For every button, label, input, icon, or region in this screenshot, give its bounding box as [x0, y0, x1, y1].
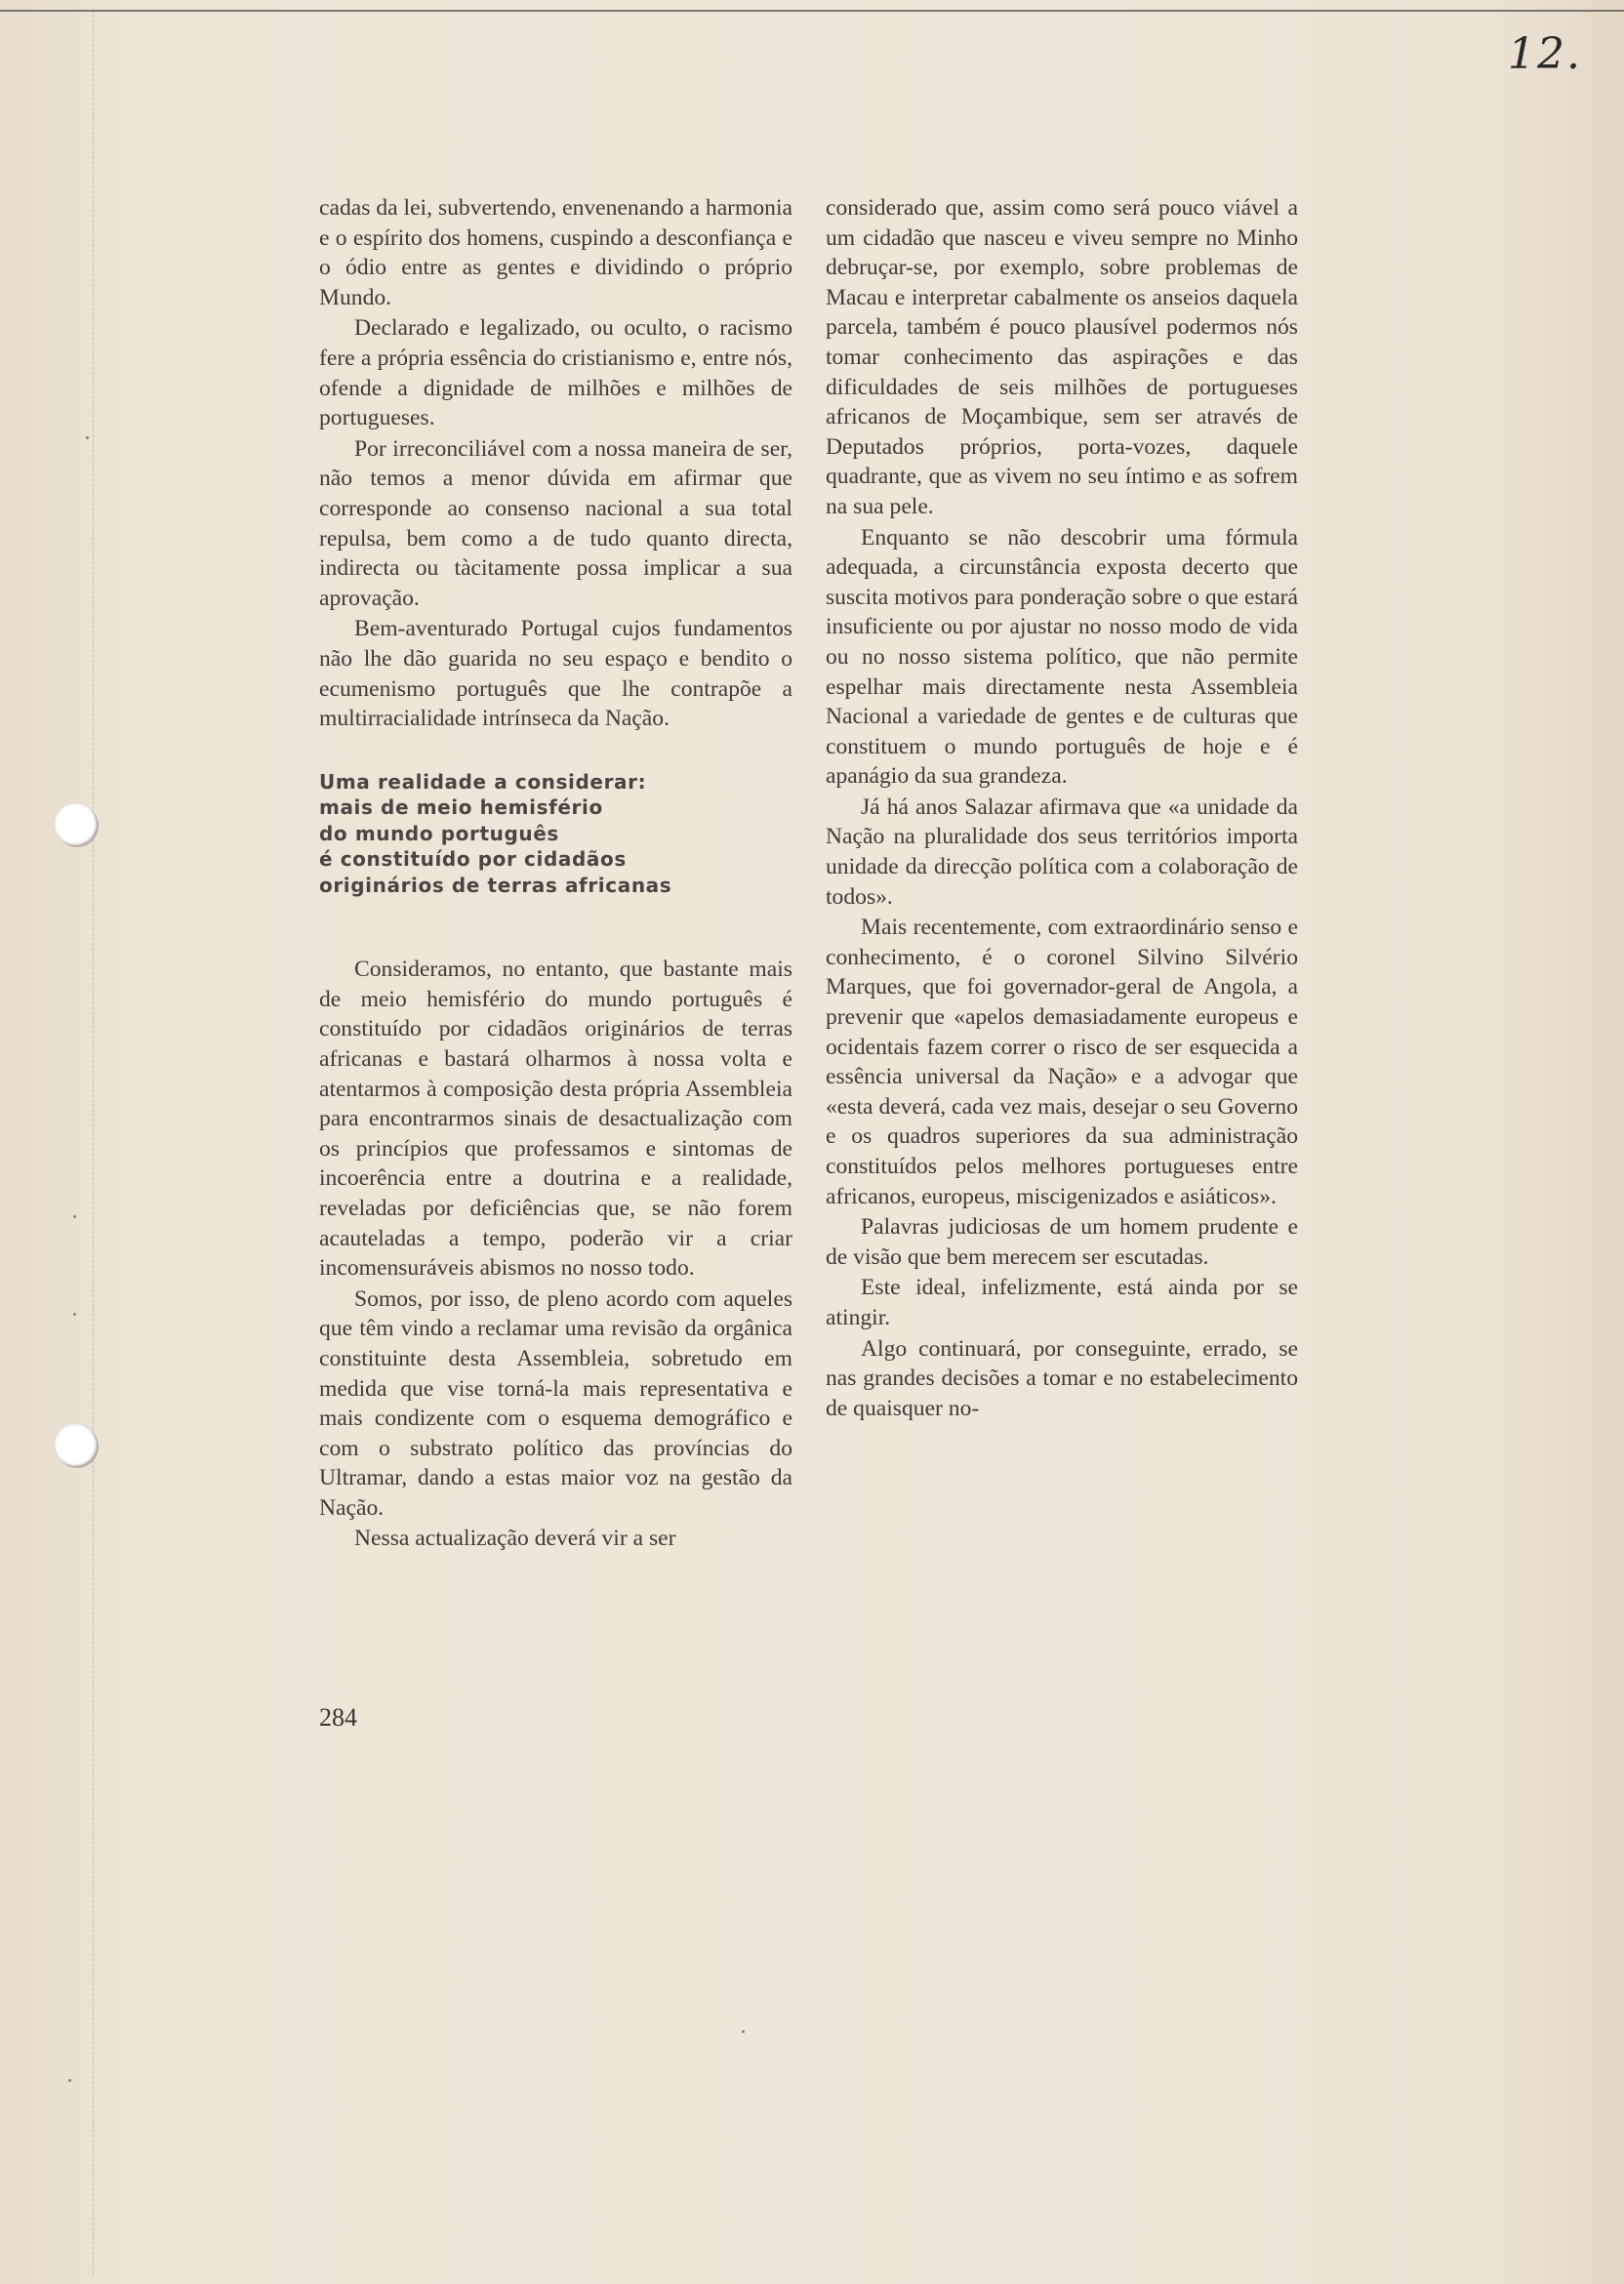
right-text-column	[826, 193, 1298, 1423]
paragraph: Nessa actualização deverá vir a ser	[354, 1526, 676, 1552]
page-number: 284	[319, 1703, 357, 1732]
paragraph: Por irreconciliável com a nossa maneira de ser, não temos a menor dúvida em afirmar que corresponde ao consenso nacional a sua total repulsa, bem como a de tudo quanto directa, indirecta ou tàcitamente possa implicar a sua aprovação.	[319, 435, 792, 611]
subheading-line: é constituído por cidadãos	[319, 847, 627, 872]
subheading-line: originários de terras africanas	[319, 873, 672, 897]
paper-speck	[86, 436, 89, 439]
paper-speck	[742, 2030, 745, 2033]
punch-hole-bottom	[54, 1423, 97, 1466]
paragraph: considerado que, assim como será pouco viável a um cidadão que nasceu e viveu sempre no Minho debruçar-se, por exemplo, sobre problemas de Macau e interpretar cabalmente os anseios daquela parcela, também é pouco plausível podermos nós tomar conhecimento das aspirações e das dificuldades de seis milhões de portugueses africanos de Moçambique, sem ser através de Deputados próprios, porta-vozes, daquele quadrante, que as vivem no seu íntimo e as sofrem na sua pele.	[826, 195, 1298, 519]
paper-speck	[73, 1313, 76, 1316]
subheading-line: Uma realidade a considerar:	[319, 769, 647, 794]
paper-speck	[68, 2079, 71, 2082]
left-text-column	[319, 193, 792, 1554]
paragraph: Palavras judiciosas de um homem prudente e de visão que bem merecem ser escutadas.	[826, 1214, 1298, 1270]
subheading-line: do mundo português	[319, 821, 559, 845]
paragraph: cadas da lei, subvertendo, envenenando a harmonia e o espírito dos homens, cuspindo a desconfiança e o ódio entre as gentes e dividindo o próprio Mundo.	[319, 195, 792, 310]
paper-speck	[73, 1215, 76, 1218]
binding-fold-line	[93, 10, 94, 2274]
handwritten-folio-number: 12.	[1508, 29, 1582, 79]
paragraph: Enquanto se não descobrir uma fórmula adequada, a circunstância exposta decerto que suscita motivos para ponderação sobre o que estará insuficiente ou por ajustar no nosso modo de vida ou no nosso sistema político, que não permite espelhar mais directamente nesta Assembleia Nacional a variedade de gentes e de culturas que constituem o mundo português de hoje e é apanágio da sua grandeza.	[826, 524, 1298, 790]
paragraph: Bem-aventurado Portugal cujos fundamentos não lhe dão guarida no seu espaço e bendito o ecumenismo português que lhe contrapõe a multirracialidade intrínseca da Nação.	[319, 616, 792, 732]
punch-hole-top	[54, 802, 97, 845]
paragraph: Já há anos Salazar afirmava que «a unidade da Nação na pluralidade dos seus territórios importa unidade da direcção política com a colaboração de todos».	[826, 794, 1298, 910]
subheading-line: mais de meio hemisfério	[319, 795, 603, 820]
paragraph: Mais recentemente, com extraordinário senso e conhecimento, é o coronel Silvino Silvério Marques, que foi governador-geral de Angola, a prevenir que «apelos demasiadamente europeus e ocidentais fazem correr o risco de ser esquecida a essência universal da Nação» e a advogar que «esta deverá, cada vez mais, desejar o seu Governo e os quadros superiores da sua administração constituídos pelos melhores portugueses entre africanos, europeus, miscigenizados e asiáticos».	[826, 915, 1298, 1209]
paragraph: Declarado e legalizado, ou oculto, o racismo fere a própria essência do cristianismo e, entre nós, ofende a dignidade de milhões e milhões de portugueses.	[319, 315, 792, 431]
page-top-edge	[0, 0, 1624, 12]
paragraph: Este ideal, infelizmente, está ainda por se atingir.	[826, 1275, 1298, 1330]
paragraph: Algo continuará, por conseguinte, errado, se nas grandes decisões a tomar e no estabelecimento de quaisquer no-	[826, 1335, 1298, 1421]
paragraph: Somos, por isso, de pleno acordo com aqueles que têm vindo a reclamar uma revisão da orgânica constituinte desta Assembleia, sobretudo em medida que vise torná-la mais representativa e mais condizente com o esquema demográfico e com o substrato político das províncias do Ultramar, dando a estas maior voz na gestão da Nação.	[319, 1285, 792, 1521]
section-subheading	[319, 769, 792, 899]
paragraph: Consideramos, no entanto, que bastante mais de meio hemisfério do mundo português é constituído por cidadãos originários de terras africanas e bastará olharmos à nossa volta e atentarmos à composição desta própria Assembleia para encontrarmos sinais de desactualização com os princípios que professamos e sintomas de incoerência entre a doutrina e a realidade, reveladas por deficiências que, se não forem acauteladas a tempo, poderão vir a criar incomensuráveis abismos no nosso todo.	[319, 957, 792, 1282]
